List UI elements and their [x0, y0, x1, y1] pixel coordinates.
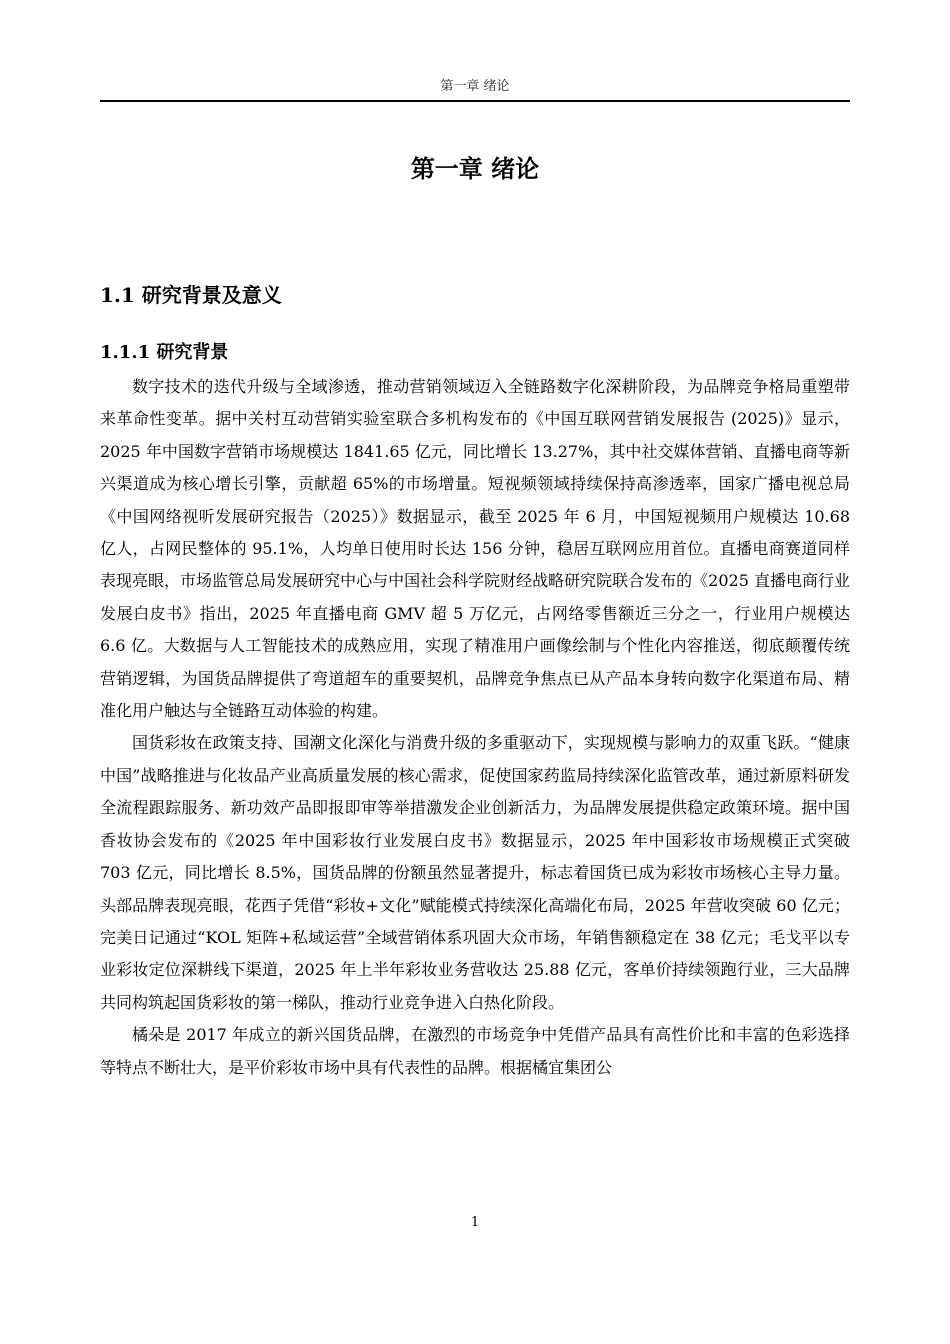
header-divider: [100, 100, 850, 102]
chapter-title: 第一章 绪论: [410, 154, 540, 183]
paragraph: 橘朵是 2017 年成立的新兴国货品牌，在激烈的市场竞争中凭借产品具有高性价比和丰富的色彩选择等特点不断壮大，是平价彩妆市场中具有代表性的品牌。根据橘宜集团公: [100, 1025, 850, 1077]
section-heading: 1.1 研究背景及意义: [100, 283, 282, 307]
body-text: [100, 371, 850, 1084]
paragraph: 数字技术的迭代升级与全域渗透，推动营销领域迈入全链路数字化深耕阶段，为品牌竞争格局重塑带来革命性变革。据中关村互动营销实验室联合多机构发布的《中国互联网营销发展报告 (2025)》显示，2025 年中国数字营销市场规模达 1841.65 亿元，同比增长 13.27%，其中社交媒体营销、直播电商等新兴渠道成为核心增长引擎，贡献超 65%的市场增量。短视频领域持续保持高渗透率，国家广播电视总局《中国网络视听发展研究报告（2025）》数据显示，截至 2025 年 6 月，中国短视频用户规模达 10.68 亿人，占网民整体的 95.1%，人均单日使用时长达 156 分钟，稳居互联网应用首位。直播电商赛道同样表现亮眼，市场监管总局发展研究中心与中国社会科学院财经战略研究院联合发布的《2025 直播电商行业发展白皮书》指出，2025 年直播电商 GMV 超 5 万亿元，占网络零售额近三分之一，行业用户规模达 6.6 亿。大数据与人工智能技术的成熟应用，实现了精准用户画像绘制与个性化内容推送，彻底颠覆传统营销逻辑，为国货品牌提供了弯道超车的重要契机，品牌竞争焦点已从产品本身转向数字化渠道布局、精准化用户触达与全链路互动体验的构建。: [100, 377, 850, 721]
running-header: 第一章 绪论: [440, 79, 510, 94]
paragraph: 国货彩妆在政策支持、国潮文化深化与消费升级的多重驱动下，实现规模与影响力的双重飞跃。“健康中国”战略推进与化妆品产业高质量发展的核心需求，促使国家药监局持续深化监管改革，通过新原料研发全流程跟踪服务、新功效产品即报即审等举措激发企业创新活力，为品牌发展提供稳定政策环境。据中国香妆协会发布的《2025 年中国彩妆行业发展白皮书》数据显示，2025 年中国彩妆市场规模正式突破 703 亿元，同比增长 8.5%，国货品牌的份额虽然显著提升，标志着国货已成为彩妆市场核心主导力量。头部品牌表现亮眼，花西子凭借“彩妆+文化”赋能模式持续深化高端化布局，2025 年营收突破 60 亿元；完美日记通过“KOL 矩阵+私域运营”全域营销体系巩固大众市场，年销售额稳定在 38 亿元；毛戈平以专业彩妆定位深耕线下渠道，2025 年上半年彩妆业务营收达 25.88 亿元，客单价持续领跑行业，三大品牌共同构筑起国货彩妆的第一梯队，推动行业竞争进入白热化阶段。: [100, 733, 850, 1012]
page-number: 1: [470, 1215, 480, 1230]
subsection-heading: 1.1.1 研究背景: [100, 342, 229, 363]
